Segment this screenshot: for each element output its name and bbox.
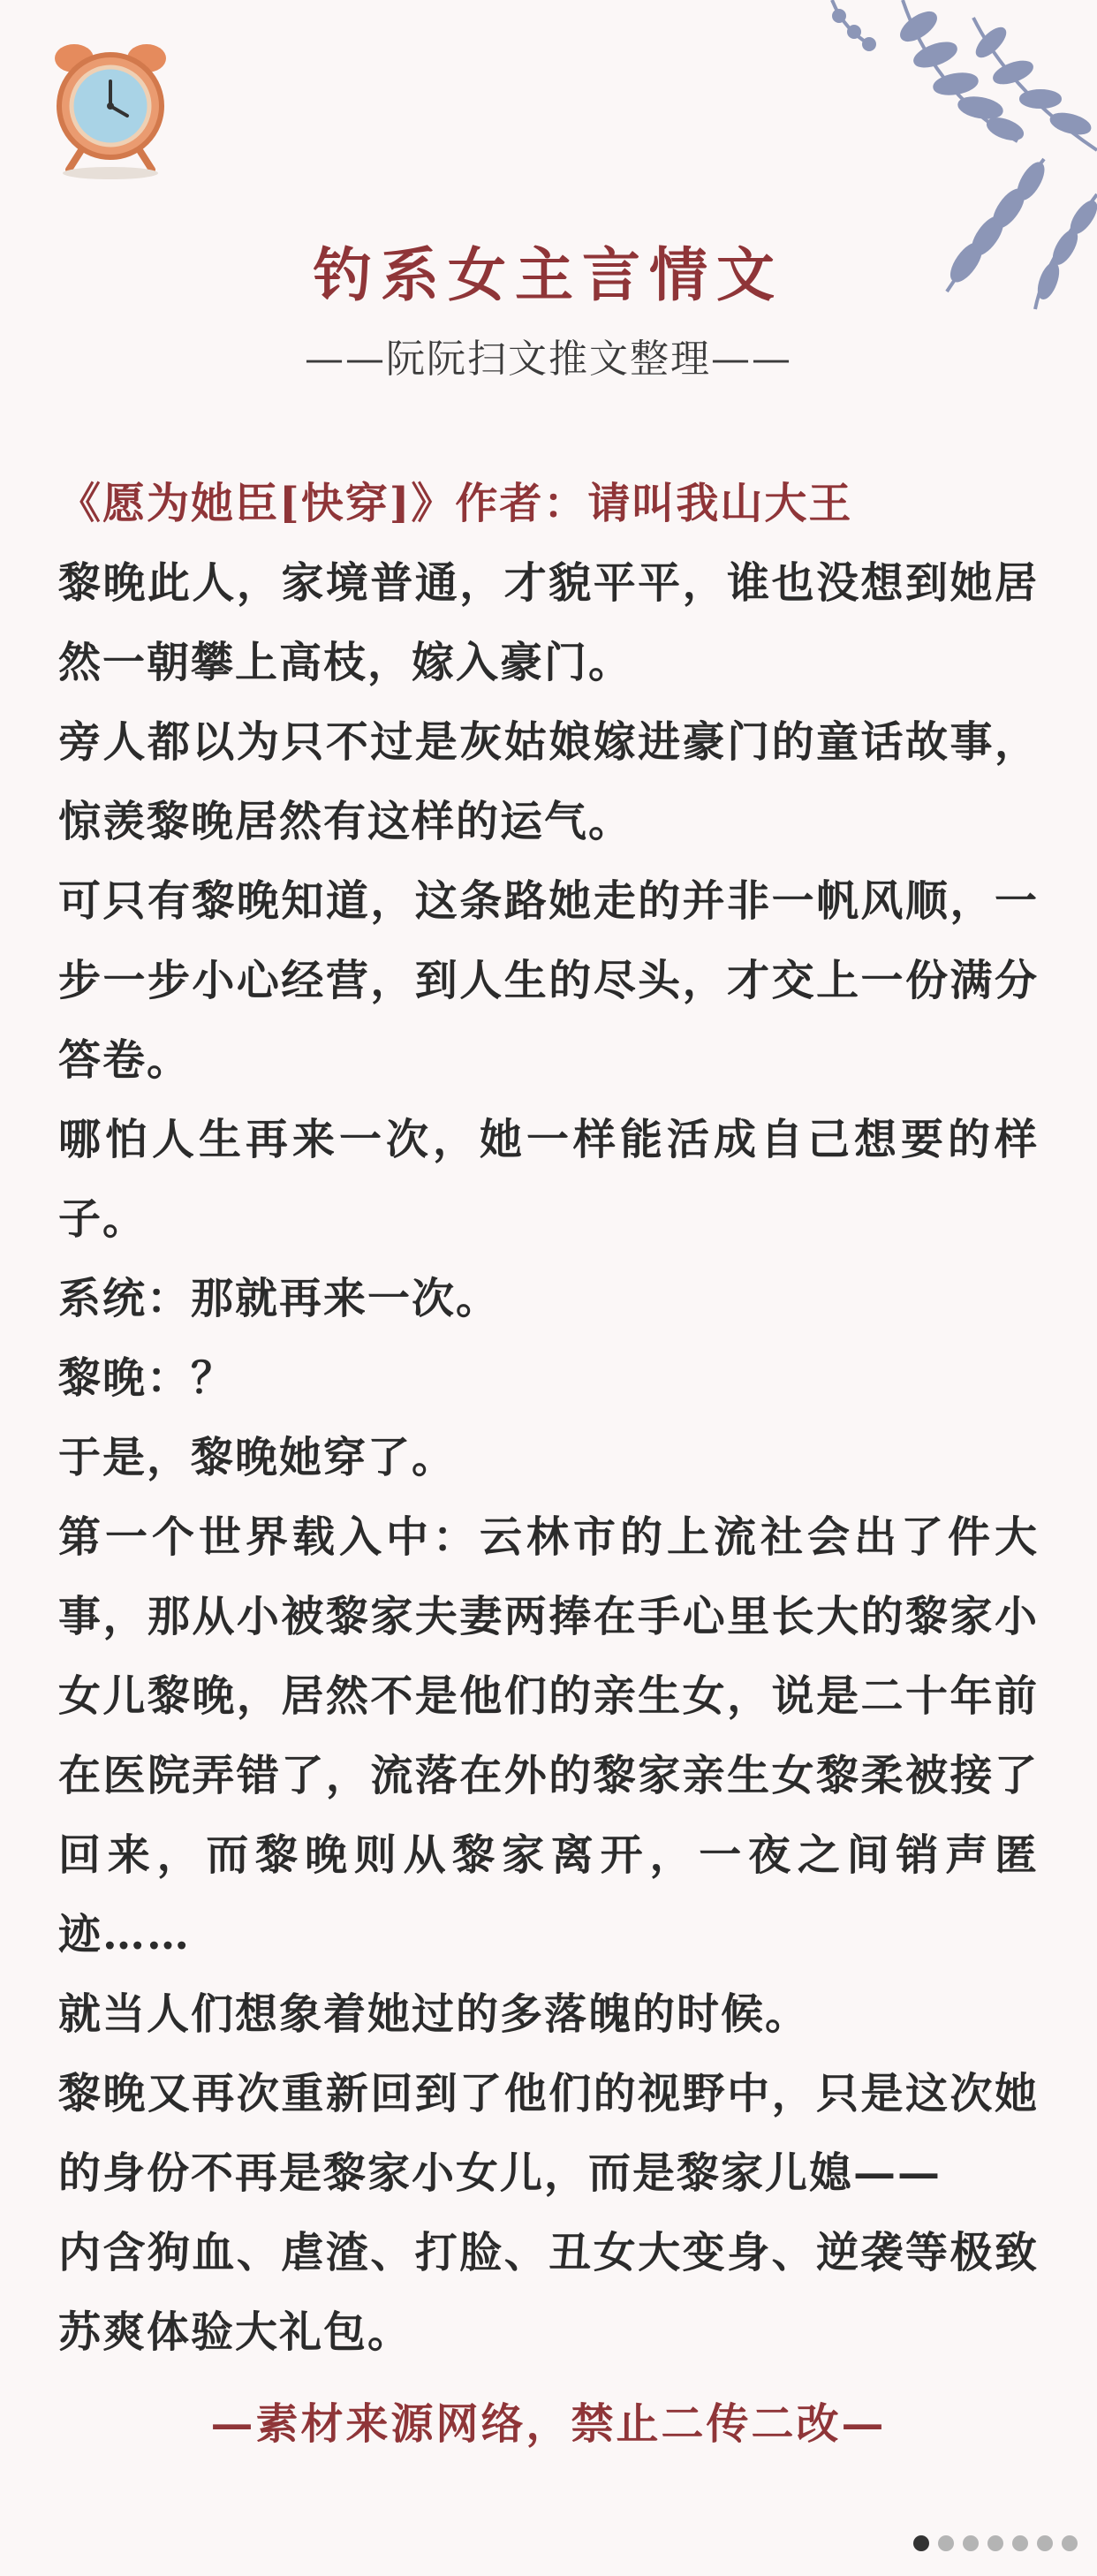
book-content bbox=[58, 464, 1039, 2372]
page-title: 钓系女主言情文 bbox=[314, 240, 783, 309]
pagination-dot bbox=[987, 2535, 1003, 2551]
alarm-clock-icon bbox=[35, 35, 185, 186]
pagination-dot bbox=[938, 2535, 954, 2551]
paragraph-6: 黎晚：？ bbox=[58, 1353, 236, 1403]
book-title: 《愿为她臣[快穿]》作者：请叫我山大王 bbox=[58, 479, 853, 528]
paragraph-7: 于是，黎晚她穿了。 bbox=[58, 1433, 457, 1482]
paragraph-2: 旁人都以为只不过是灰姑娘嫁进豪门的童话故事，惊羡黎晚居然有这样的运气。 bbox=[58, 717, 1039, 846]
page-subtitle: ——阮阮扫文推文整理—— bbox=[305, 337, 792, 382]
pagination-dot bbox=[1012, 2535, 1028, 2551]
paragraph-3: 可只有黎晚知道，这条路她走的并非一帆风顺，一步一步小心经营，到人生的尽头，才交上一份满分答卷。 bbox=[58, 876, 1039, 1085]
paragraph-8: 第一个世界载入中：云林市的上流社会出了件大事，那从小被黎家夫妻两捧在手心里长大的黎家小女儿黎晚，居然不是他们的亲生女，说是二十年前在医院弄错了，流落在外的黎家亲生女黎柔被接了回来，而黎晚则从黎家离开，一夜之间销声匿迹…… bbox=[58, 1512, 1039, 1959]
paragraph-11: 内含狗血、虐渣、打脸、丑女大变身、逆袭等极致苏爽体验大礼包。 bbox=[58, 2228, 1039, 2357]
paragraph-4: 哪怕人生再来一次，她一样能活成自己想要的样子。 bbox=[58, 1115, 1039, 1244]
pagination-dot-active bbox=[913, 2535, 929, 2551]
pagination-dot bbox=[1037, 2535, 1053, 2551]
paragraph-5: 系统：那就再来一次。 bbox=[58, 1274, 501, 1323]
paragraph-1: 黎晚此人，家境普通，才貌平平，谁也没想到她居然一朝攀上高枝，嫁入豪门。 bbox=[58, 558, 1039, 687]
paragraph-10: 黎晚又再次重新回到了他们的视野中，只是这次她的身份不再是黎家小女儿，而是黎家儿媳—— bbox=[58, 2069, 1039, 2198]
pagination-dot bbox=[963, 2535, 979, 2551]
paragraph-9: 就当人们想象着她过的多落魄的时候。 bbox=[58, 1989, 810, 2039]
pagination-dot bbox=[1062, 2535, 1078, 2551]
footer-note: —素材来源网络，禁止二传二改— bbox=[210, 2399, 887, 2449]
